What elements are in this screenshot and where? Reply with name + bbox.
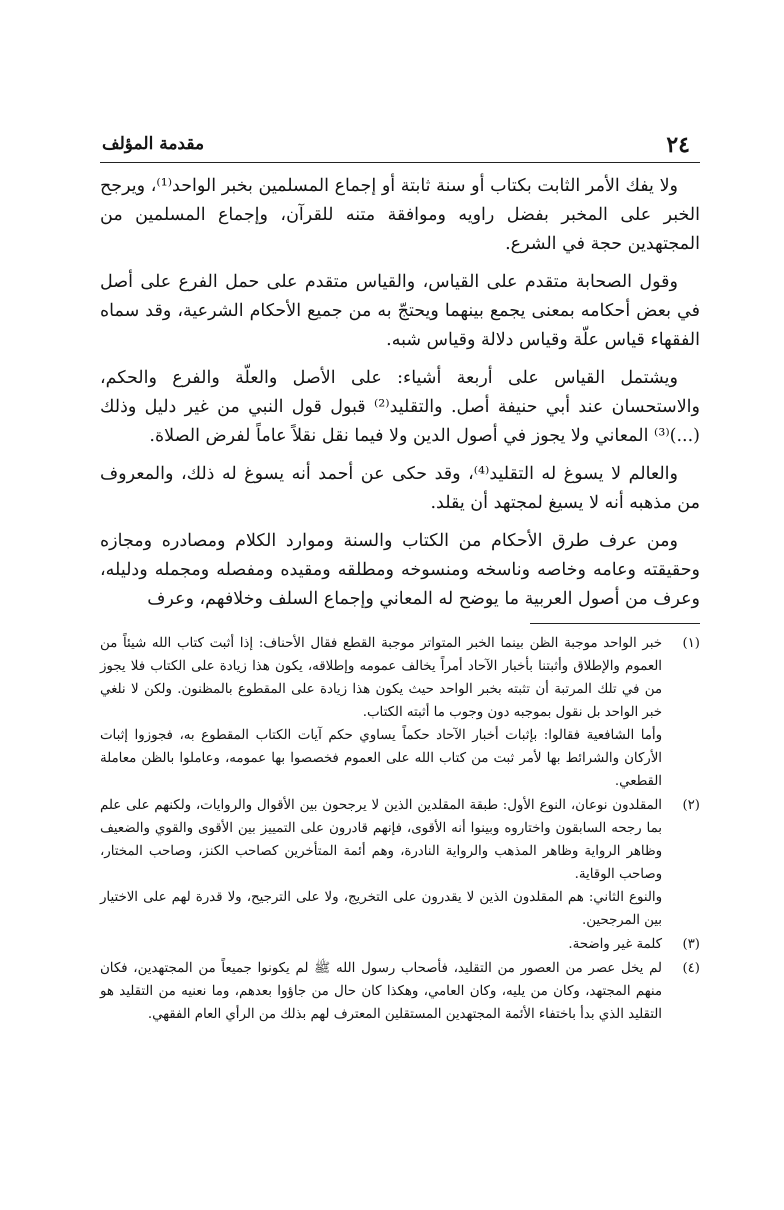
running-title: مقدمة المؤلف	[102, 134, 205, 154]
paragraph: ومن عرف طرق الأحكام من الكتاب والسنة وموارد الكلام ومصادره ومجازه وحقيقته وعامه وخاصه وناسخه ومنسوخه ومطلقه ومقيده ومفصله ومجمله ودليله، وعرف من أصول العربية ما يوضح له المعاني وإجماع السلف وخلافهم، وعرف	[100, 531, 700, 609]
footnote-text: والنوع الثاني: هم المقلدون الذين لا يقدرون على التخريج، ولا على الترجيح، ولا قدرة لهم على الاختيار بين المرجحين.	[100, 890, 662, 928]
footnote-text: لم يخل عصر من العصور من التقليد، فأصحاب رسول الله ﷺ لم يكونوا جميعاً من المجتهدين، فكان منهم المجتهد، وكان من يليه، وكان العامي، وهكذا كان حال من جاؤوا بعدهم، وما نعنيه من التقليد هو التقليد الذي بدأ باختفاء الأئمة المجتهدين المستقلين المعترف لهم بذلك من الرأي العام الفقهي.	[100, 961, 662, 1022]
footnote-body	[100, 933, 662, 956]
footnote	[100, 632, 700, 793]
footnote-body	[100, 632, 662, 793]
header-rule	[100, 162, 700, 163]
main-text	[100, 172, 700, 614]
footnote-number: (١)	[682, 636, 700, 651]
paragraph: ويشتمل القياس على أربعة أشياء: على الأصل والعلّة والفرع والحكم، والاستحسان عند أبي حنيفة أصل. والتقليد⁽²⁾ قبول قول النبي من غير دليل وذلك (...)⁽³⁾ المعاني ولا يجوز في أصول الدين ولا فيما نقل نقلاً عاماً لفرض الصلاة.	[100, 368, 700, 446]
footnote-body	[100, 794, 662, 932]
footnote	[100, 933, 700, 956]
footnote-number: (٢)	[682, 798, 700, 813]
footnotes	[100, 632, 700, 1026]
page-number: ٢٤	[666, 132, 690, 158]
book-page	[100, 128, 700, 1027]
footnote-body	[100, 957, 662, 1026]
footnote-text: خبر الواحد موجبة الظن بينما الخبر المتواتر موجبة القطع فقال الأحناف: إذا أثبت كتاب الله شيئاً من العموم والإطلاق وأثبتنا بأخبار الآحاد أمراً يخالف عمومه وإطلاقه، يكون هذا زيادة على الكتاب فلا يجوز من في تلك المرتبة أن تثبته بخبر الواحد حيث يكون هذا زيادة على المقطوع بالمظنون. ولكن لا نلغي خبر الواحد بل نقول بموجبه دون وجوب ما أثبته الكتاب.	[100, 636, 662, 720]
footnote	[100, 794, 700, 932]
footnote	[100, 957, 700, 1026]
footnote-divider	[530, 623, 700, 624]
paragraph: ولا يفك الأمر الثابت بكتاب أو سنة ثابتة أو إجماع المسلمين بخبر الواحد⁽¹⁾، ويرجح الخبر على المخبر بفضل راويه وموافقة متنه للقرآن، وإجماع المسلمين من المجتهدين حجة في الشرع.	[100, 176, 700, 254]
footnote-text: كلمة غير واضحة.	[568, 937, 662, 952]
footnote-number: (٣)	[682, 937, 700, 952]
page-header	[100, 128, 700, 158]
footnote-text: المقلدون نوعان، النوع الأول: طبقة المقلدين الذين لا يرجحون بين الأقوال والروايات، ولكنهم على علم بما رجحه السابقون واختاروه وبينوا أنه الأقوى، فإنهم قادرون على التمييز بين الأقوى والقوي والضعيف وظاهر الرواية وظاهر المذهب والرواية النادرة، وهم أئمة المتأخرين كصاحب الكنز، وصاحب المختار، وصاحب الوقاية.	[100, 798, 662, 882]
footnote-text: وأما الشافعية فقالوا: بإثبات أخبار الآحاد حكماً يساوي حكم آيات الكتاب المقطوع به، فجوزوا إثبات الأركان والشرائط بها لأمر ثبت من كتاب الله على العموم فخصصوا بها عمومه، وعاملوا بالظن معاملة القطعي.	[100, 728, 662, 789]
paragraph: والعالم لا يسوغ له التقليد⁽⁴⁾، وقد حكى عن أحمد أنه يسوغ له ذلك، والمعروف من مذهبه أنه لا يسيغ لمجتهد أن يقلد.	[100, 464, 700, 513]
paragraph: وقول الصحابة متقدم على القياس، والقياس متقدم على حمل الفرع على أصل في بعض أحكامه بمعنى يجمع بينهما ويحتجّ به من جميع الأحكام الشرعية، وقد سماه الفقهاء قياس علّة وقياس دلالة وقياس شبه.	[100, 272, 700, 350]
footnote-number: (٤)	[682, 961, 700, 976]
